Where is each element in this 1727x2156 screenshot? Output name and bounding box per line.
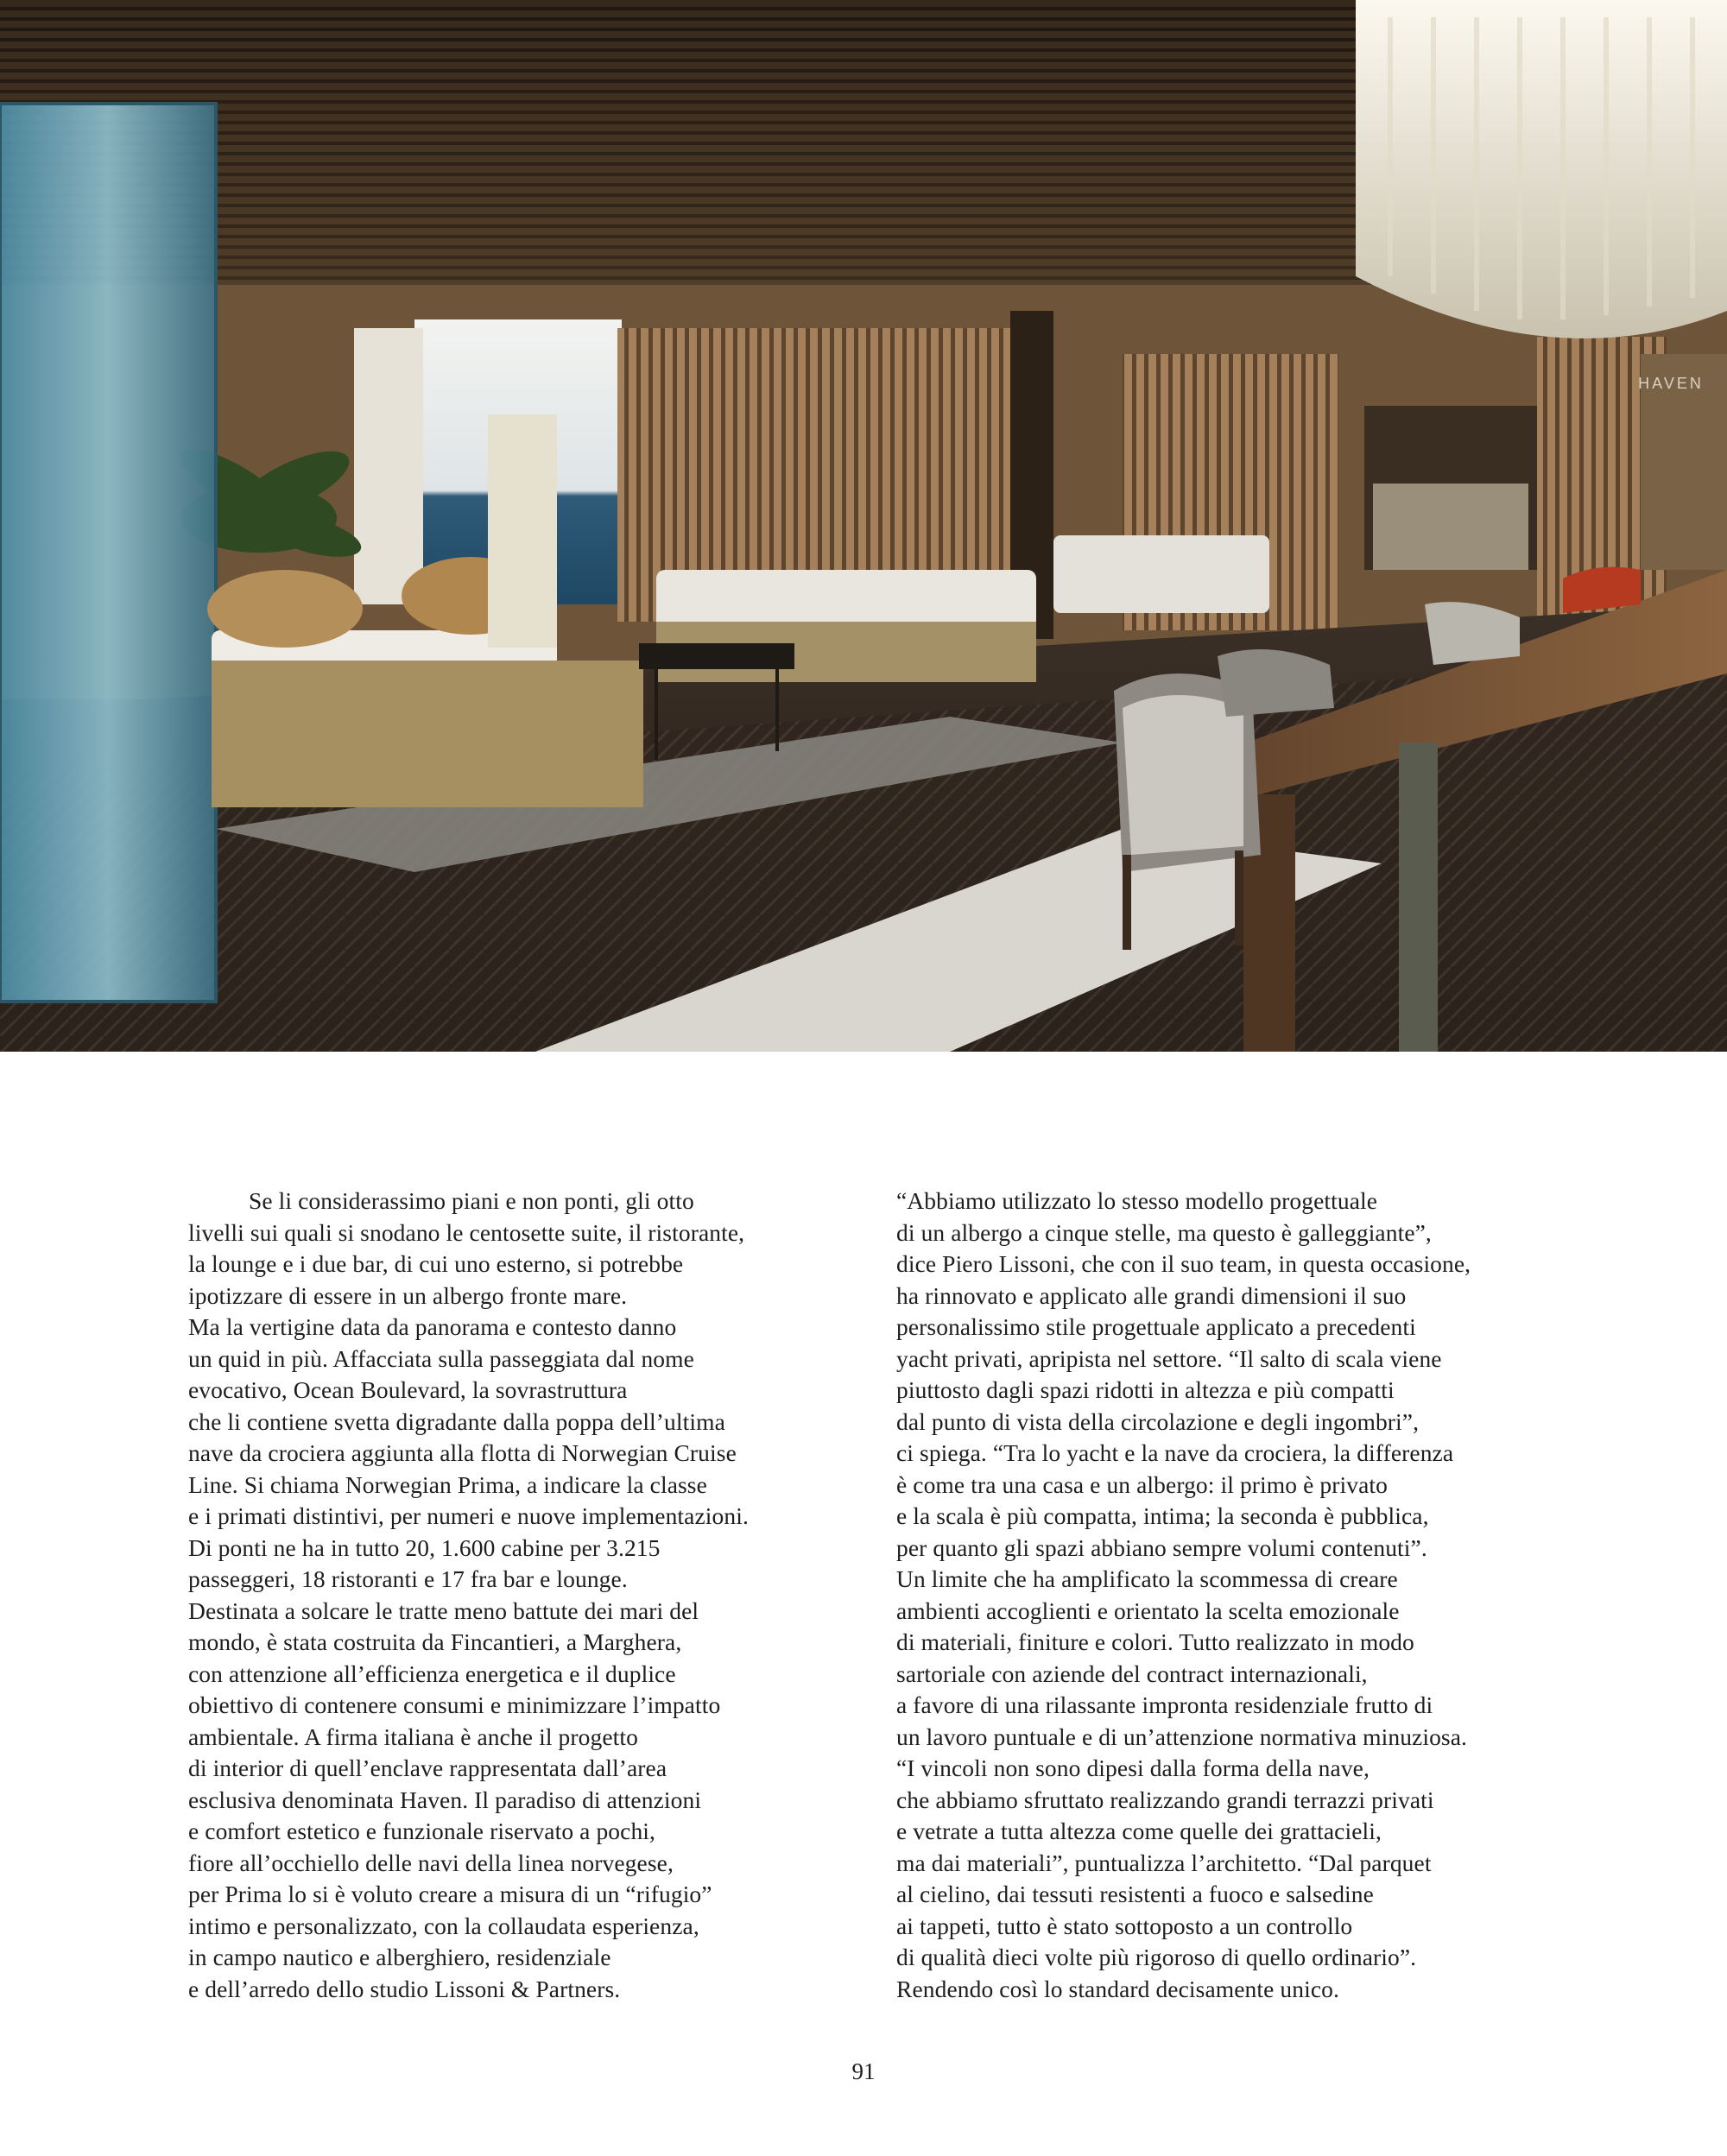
right-column (896, 1185, 1604, 2005)
text-line: sartoriale con aziende del contract internazionali, (896, 1660, 1368, 1687)
text-line: è come tra una casa e un albergo: il primo è privato (896, 1470, 1388, 1498)
text-line: mondo, è stata costruita da Fincantieri, a Marghera, (188, 1628, 682, 1655)
text-line: Destinata a solcare le tratte meno battute dei mari del (188, 1596, 699, 1624)
text-line: e la scala è più compatta, intima; la seconda è pubblica, (896, 1502, 1429, 1529)
text-line: Rendendo così lo standard decisamente unico. (896, 1975, 1340, 2002)
text-line: yacht privati, apripista nel settore. “Il salto di scala viene (896, 1344, 1442, 1372)
text-line: ambienti accoglienti e orientato la scelta emozionale (896, 1596, 1400, 1624)
interior-photo (0, 0, 1727, 1052)
text-line: ha rinnovato e applicato alle grandi dimensioni il suo (896, 1281, 1407, 1309)
text-line: fiore all’occhiello delle navi della linea norvegese, (188, 1849, 674, 1876)
text-line: che li contiene svetta digradante dalla poppa dell’ultima (188, 1407, 725, 1435)
text-line: dal punto di vista della circolazione e degli ingombri”, (896, 1407, 1420, 1435)
page-number: 91 (851, 2058, 876, 2084)
text-line: ma dai materiali”, puntualizza l’architetto. “Dal parquet (896, 1849, 1432, 1876)
left-column (188, 1185, 896, 2005)
text-line: dice Piero Lissoni, che con il suo team, in questa occasione, (896, 1250, 1471, 1277)
text-line: al cielino, dai tessuti resistenti a fuoco e salsedine (896, 1881, 1374, 1907)
text-line: per Prima lo si è voluto creare a misura di un “rifugio” (188, 1881, 712, 1907)
text-line: e dell’arredo dello studio Lissoni & Partners. (188, 1975, 621, 2002)
text-line: Di ponti ne ha in tutto 20, 1.600 cabine per 3.215 (188, 1533, 661, 1561)
text-line: con attenzione all’efficienza energetica e il duplice (188, 1660, 676, 1687)
text-line: Ma la vertigine data da panorama e contesto danno (188, 1313, 677, 1340)
haven-sign-text: HAVEN (1638, 375, 1704, 392)
text-line: nave da crociera aggiunta alla flotta di Norwegian Cruise (188, 1439, 737, 1466)
text-line: ipotizzare di essere in un albergo fronte mare. (188, 1281, 628, 1309)
text-line: livelli sui quali si snodano le centosette suite, il ristorante, (188, 1218, 745, 1246)
text-line: ai tappeti, tutto è stato sottoposto a un controllo (896, 1912, 1353, 1939)
text-line: piuttosto dagli spazi ridotti in altezza e più compatti (896, 1376, 1395, 1403)
text-line: esclusiva denominata Haven. Il paradiso di attenzioni (188, 1786, 702, 1813)
text-line: di interior di quell’enclave rappresentata dall’area (188, 1755, 667, 1781)
text-line: ambientale. A firma italiana è anche il progetto (188, 1723, 638, 1750)
text-line: Line. Si chiama Norwegian Prima, a indicare la classe (188, 1470, 707, 1498)
text-line: in campo nautico e alberghiero, residenziale (188, 1944, 611, 1970)
text-line: Se li considerassimo piani e non ponti, gli otto (249, 1187, 694, 1214)
text-line: e comfort estetico e funzionale riservato a pochi, (188, 1818, 656, 1844)
lounge-illustration (0, 0, 1727, 1052)
text-line: Un limite che ha amplificato la scommessa di creare (896, 1565, 1398, 1592)
text-line: intimo e personalizzato, con la collaudata esperienza, (188, 1912, 699, 1939)
text-line: a favore di una rilassante impronta residenziale frutto di (896, 1691, 1433, 1718)
text-line: personalissimo stile progettuale applicato a precedenti (896, 1313, 1416, 1340)
text-line: di materiali, finiture e colori. Tutto realizzato in modo (896, 1628, 1414, 1655)
text-line: per quanto gli spazi abbiano sempre volumi contenuti”. (896, 1533, 1427, 1561)
text-line: ci spiega. “Tra lo yacht e la nave da crociera, la differenza (896, 1439, 1454, 1466)
text-line: di qualità dieci volte più rigoroso di quello ordinario”. (896, 1944, 1417, 1970)
text-line: la lounge e i due bar, di cui uno esterno, si potrebbe (188, 1250, 684, 1277)
text-line: evocativo, Ocean Boulevard, la sovrastruttura (188, 1376, 628, 1403)
text-line: e vetrate a tutta altezza come quelle dei grattacieli, (896, 1818, 1382, 1844)
text-line: di un albergo a cinque stelle, ma questo è galleggiante”, (896, 1218, 1432, 1246)
text-line: un quid in più. Affacciata sulla passeggiata dal nome (188, 1344, 694, 1372)
text-line: un lavoro puntuale e di un’attenzione normativa minuziosa. (896, 1723, 1468, 1750)
text-line: “I vincoli non sono dipesi dalla forma della nave, (896, 1755, 1370, 1781)
text-line: “Abbiamo utilizzato lo stesso modello progettuale (896, 1187, 1378, 1214)
text-line: che abbiamo sfruttato realizzando grandi terrazzi privati (896, 1786, 1434, 1813)
text-line: passeggeri, 18 ristoranti e 17 fra bar e lounge. (188, 1565, 628, 1592)
text-line: obiettivo di contenere consumi e minimizzare l’impatto (188, 1691, 721, 1718)
text-line: e i primati distintivi, per numeri e nuove implementazioni. (188, 1502, 749, 1529)
